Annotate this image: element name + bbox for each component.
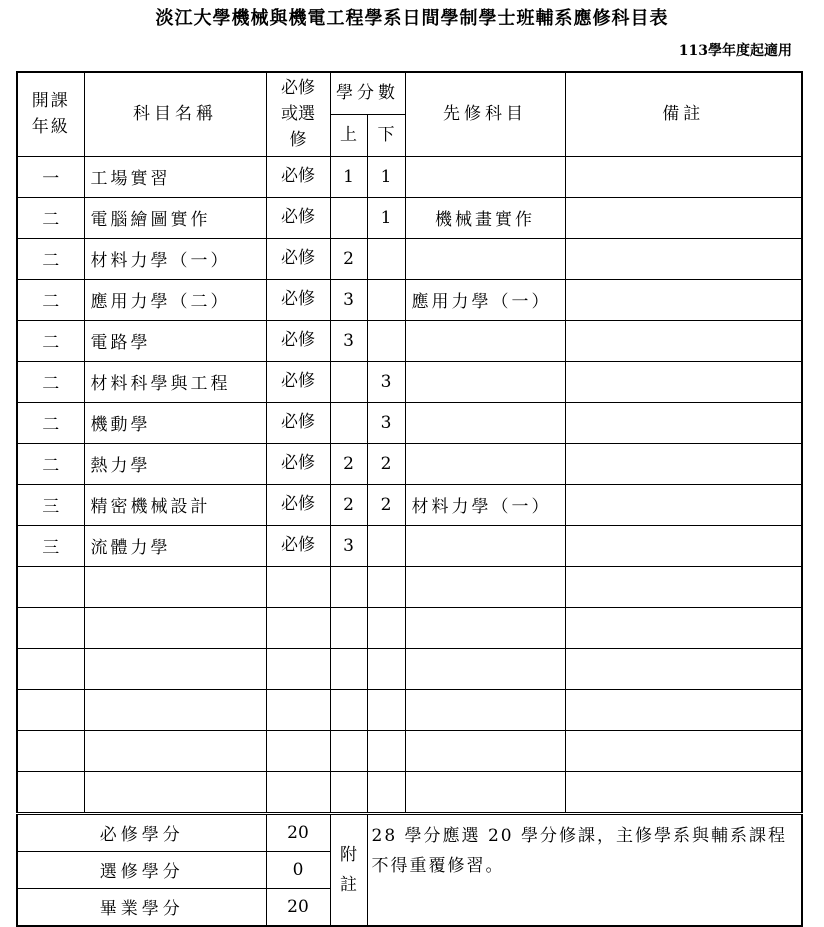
grade-cell (17, 648, 84, 689)
table-row (17, 607, 802, 648)
second-semester-credit-cell: 2 (367, 443, 405, 484)
prerequisite-cell (405, 566, 565, 607)
first-semester-credit-cell: 3 (330, 525, 367, 566)
table-row (17, 443, 802, 484)
first-semester-credit-cell: 3 (330, 279, 367, 320)
grade-cell: 二 (17, 443, 84, 484)
first-semester-credit-cell: 1 (330, 156, 367, 197)
course-name-cell (84, 648, 266, 689)
course-type-cell: 必修 (266, 525, 330, 566)
second-semester-credit-cell: 2 (367, 484, 405, 525)
second-semester-credit-cell (367, 689, 405, 730)
table-row (17, 648, 802, 689)
remarks-cell (565, 689, 802, 730)
course-name-cell: 機動學 (84, 402, 266, 443)
first-semester-credit-cell (330, 607, 367, 648)
prerequisite-cell (405, 689, 565, 730)
second-semester-credit-cell (367, 566, 405, 607)
table-row (17, 238, 802, 279)
elective-credits-label: 選修學分 (17, 851, 266, 888)
course-type-cell: 必修 (266, 156, 330, 197)
prerequisite-cell (405, 320, 565, 361)
first-semester-credit-cell (330, 689, 367, 730)
remarks-cell (565, 361, 802, 402)
course-name-cell: 電腦繪圖實作 (84, 197, 266, 238)
first-semester-credit-cell (330, 402, 367, 443)
header-first-semester: 上 (330, 114, 367, 156)
grade-cell: 二 (17, 361, 84, 402)
prerequisite-cell (405, 525, 565, 566)
prerequisite-cell: 機械畫實作 (405, 197, 565, 238)
grade-cell: 三 (17, 484, 84, 525)
required-credits-value: 20 (266, 813, 330, 851)
table-row (17, 525, 802, 566)
course-type-cell (266, 689, 330, 730)
remarks-cell (565, 197, 802, 238)
course-type-cell (266, 771, 330, 813)
grade-cell (17, 689, 84, 730)
grade-cell: 二 (17, 279, 84, 320)
course-name-cell: 應用力學（二） (84, 279, 266, 320)
remarks-cell (565, 484, 802, 525)
course-name-cell: 材料力學（一） (84, 238, 266, 279)
remarks-cell (565, 730, 802, 771)
table-row (17, 771, 802, 813)
table-row (17, 156, 802, 197)
course-type-cell: 必修 (266, 484, 330, 525)
prerequisite-cell (405, 443, 565, 484)
grade-cell (17, 730, 84, 771)
first-semester-credit-cell (330, 361, 367, 402)
remarks-cell (565, 566, 802, 607)
header-credits: 學分數 (330, 72, 405, 114)
remarks-cell (565, 648, 802, 689)
course-type-cell: 必修 (266, 402, 330, 443)
second-semester-credit-cell: 3 (367, 402, 405, 443)
prerequisite-cell (405, 238, 565, 279)
note-label: 附註 (330, 813, 367, 926)
course-type-cell (266, 730, 330, 771)
table-row (17, 566, 802, 607)
header-grade: 開課年級 (17, 72, 84, 156)
page-title: 淡江大學機械與機電工程學系日間學制學士班輔系應修科目表 (155, 8, 669, 29)
remarks-cell (565, 238, 802, 279)
header-remarks: 備註 (565, 72, 802, 156)
grade-cell: 三 (17, 525, 84, 566)
second-semester-credit-cell (367, 525, 405, 566)
grade-cell: 二 (17, 402, 84, 443)
prerequisite-cell (405, 156, 565, 197)
first-semester-credit-cell (330, 648, 367, 689)
course-type-cell: 必修 (266, 197, 330, 238)
table-row (17, 361, 802, 402)
table-row (17, 484, 802, 525)
remarks-cell (565, 607, 802, 648)
prerequisite-cell: 材料力學（一） (405, 484, 565, 525)
summary-row (17, 813, 802, 851)
table-row (17, 279, 802, 320)
course-type-cell (266, 566, 330, 607)
graduation-credits-label: 畢業學分 (17, 888, 266, 926)
graduation-credits-value: 20 (266, 888, 330, 926)
course-name-cell: 精密機械設計 (84, 484, 266, 525)
second-semester-credit-cell (367, 279, 405, 320)
remarks-cell (565, 771, 802, 813)
course-name-cell (84, 771, 266, 813)
first-semester-credit-cell: 2 (330, 484, 367, 525)
table-row (17, 402, 802, 443)
remarks-cell (565, 443, 802, 484)
course-type-cell: 必修 (266, 361, 330, 402)
grade-cell: 二 (17, 238, 84, 279)
course-type-cell: 必修 (266, 443, 330, 484)
second-semester-credit-cell: 1 (367, 156, 405, 197)
course-name-cell (84, 607, 266, 648)
remarks-cell (565, 279, 802, 320)
grade-cell: 二 (17, 320, 84, 361)
second-semester-credit-cell (367, 648, 405, 689)
note-text: 28 學分應選 20 學分修課，主修學系與輔系課程不得重覆修習。 (367, 813, 802, 926)
second-semester-credit-cell (367, 730, 405, 771)
header-prereq: 先修科目 (405, 72, 565, 156)
prerequisite-cell (405, 648, 565, 689)
first-semester-credit-cell (330, 566, 367, 607)
course-name-cell: 材料科學與工程 (84, 361, 266, 402)
course-name-cell: 電路學 (84, 320, 266, 361)
second-semester-credit-cell: 1 (367, 197, 405, 238)
applicable-year: 113學年度起適用 (678, 43, 792, 59)
table-row (17, 689, 802, 730)
remarks-cell (565, 402, 802, 443)
grade-cell: 一 (17, 156, 84, 197)
course-name-cell (84, 566, 266, 607)
second-semester-credit-cell (367, 607, 405, 648)
required-credits-label: 必修學分 (17, 813, 266, 851)
course-type-cell (266, 648, 330, 689)
course-name-cell (84, 730, 266, 771)
header-course: 科目名稱 (84, 72, 266, 156)
prerequisite-cell (405, 607, 565, 648)
first-semester-credit-cell: 2 (330, 238, 367, 279)
course-type-cell: 必修 (266, 279, 330, 320)
prerequisite-cell (405, 402, 565, 443)
table-row (17, 320, 802, 361)
prerequisite-cell (405, 361, 565, 402)
first-semester-credit-cell (330, 771, 367, 813)
header-required: 必修或選修 (266, 72, 330, 156)
course-type-cell (266, 607, 330, 648)
grade-cell (17, 566, 84, 607)
grade-cell (17, 607, 84, 648)
first-semester-credit-cell (330, 730, 367, 771)
course-name-cell: 熱力學 (84, 443, 266, 484)
prerequisite-cell (405, 771, 565, 813)
course-table (16, 71, 803, 927)
second-semester-credit-cell: 3 (367, 361, 405, 402)
header-second-semester: 下 (367, 114, 405, 156)
prerequisite-cell (405, 730, 565, 771)
remarks-cell (565, 320, 802, 361)
first-semester-credit-cell: 2 (330, 443, 367, 484)
table-row (17, 730, 802, 771)
course-type-cell: 必修 (266, 238, 330, 279)
course-name-cell (84, 689, 266, 730)
grade-cell: 二 (17, 197, 84, 238)
table-row (17, 197, 802, 238)
first-semester-credit-cell: 3 (330, 320, 367, 361)
prerequisite-cell: 應用力學（一） (405, 279, 565, 320)
course-type-cell: 必修 (266, 320, 330, 361)
first-semester-credit-cell (330, 197, 367, 238)
remarks-cell (565, 156, 802, 197)
remarks-cell (565, 525, 802, 566)
course-name-cell: 工場實習 (84, 156, 266, 197)
course-name-cell: 流體力學 (84, 525, 266, 566)
elective-credits-value: 0 (266, 851, 330, 888)
second-semester-credit-cell (367, 238, 405, 279)
grade-cell (17, 771, 84, 813)
second-semester-credit-cell (367, 771, 405, 813)
second-semester-credit-cell (367, 320, 405, 361)
